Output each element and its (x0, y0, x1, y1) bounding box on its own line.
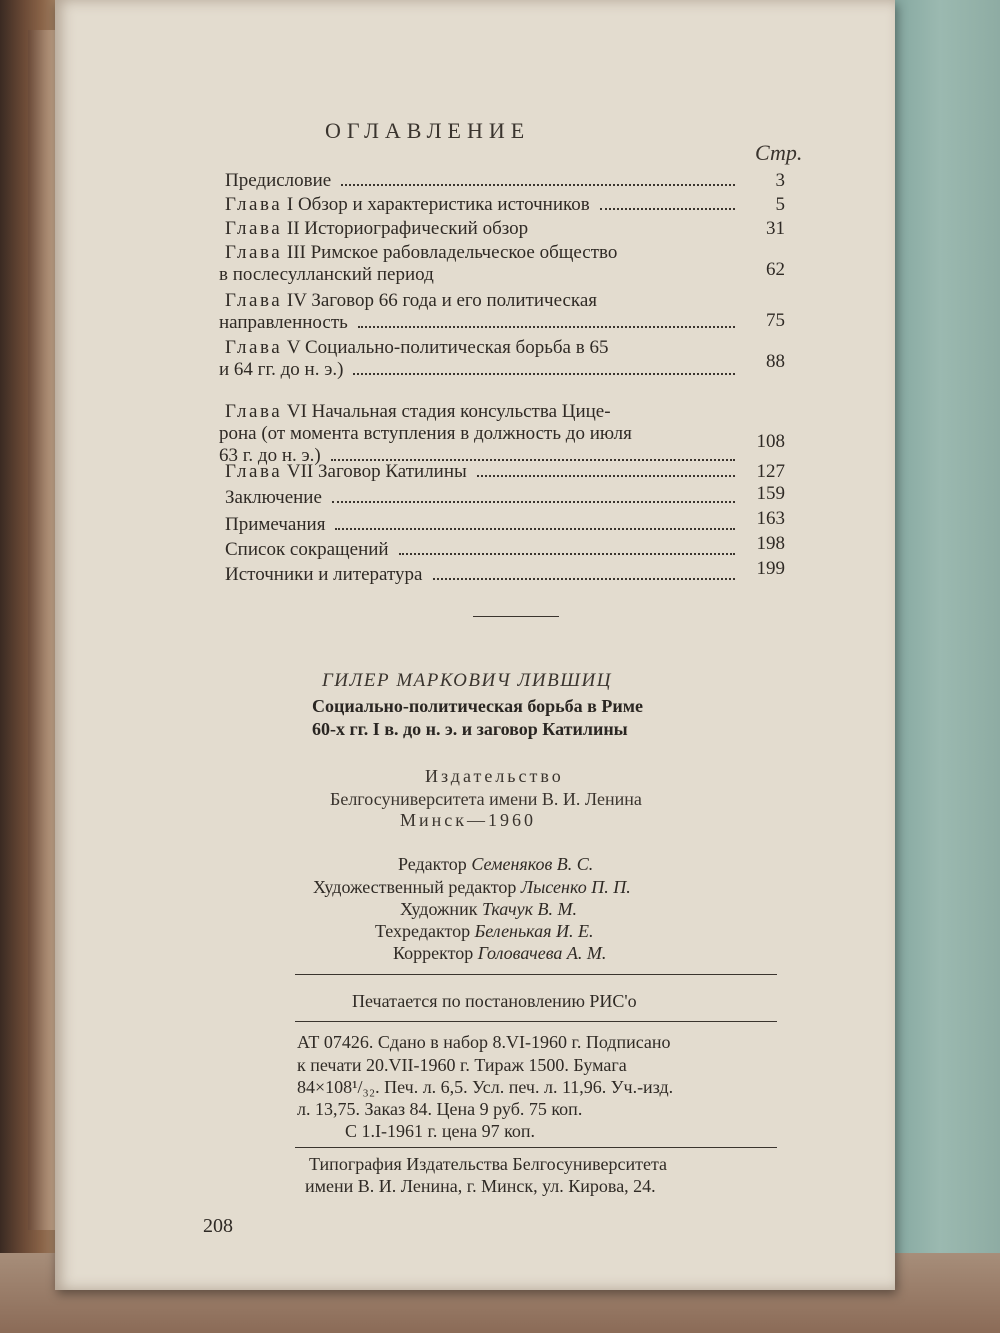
toc-entry (225, 483, 785, 509)
imprint-line: 84×108¹/₃₂. Печ. л. 6,5. Усл. печ. л. 11,96. Уч.-изд. (297, 1077, 674, 1097)
toc-entry-continuation: в послесулланский период (219, 264, 434, 285)
toc-entry-continuation: 63 г. до н. э.) (219, 445, 321, 466)
credit-line: Техредактор Беленькая И. Е. (375, 921, 594, 941)
toc-entry-prefix: Глава (225, 194, 283, 215)
background-surface (880, 0, 1000, 1333)
separator-rule (295, 1021, 777, 1022)
toc-entry (225, 533, 785, 561)
toc-entry-title: Список сокращений (225, 539, 389, 560)
print-note: Печатается по постановлению РИС'о (352, 991, 637, 1011)
toc-entry-page: 159 (756, 483, 785, 504)
credit-line: Редактор Семеняков В. С. (398, 854, 594, 874)
toc-entry-page: 31 (766, 218, 785, 239)
separator-rule (295, 1147, 777, 1148)
imprint-line: АТ 07426. Сдано в набор 8.VI-1960 г. Подписано (297, 1032, 671, 1052)
toc-heading: ОГЛАВЛЕНИЕ (325, 118, 531, 143)
author-name: ГИЛЕР МАРКОВИЧ ЛИВШИЦ (322, 670, 612, 691)
toc-entry-page: 163 (756, 508, 785, 529)
toc-entry-title: II Историографический обзор (286, 218, 529, 239)
book-title-line: Социально-политическая борьба в Риме (312, 696, 644, 716)
toc-entry-title: III Римское рабовладельческое общество (286, 242, 618, 263)
printer-line: имени В. И. Ленина, г. Минск, ул. Кирова, 24. (305, 1176, 656, 1196)
toc-entry-page: 127 (756, 461, 785, 482)
publisher-city-year: Минск—1960 (400, 810, 537, 830)
toc-entry-title: I Обзор и характеристика источников (286, 194, 590, 215)
toc-entry (225, 558, 785, 586)
toc-entry-page: 108 (756, 431, 785, 452)
toc-entry-title: IV Заговор 66 года и его политическая (286, 290, 598, 311)
toc-entry (219, 242, 785, 286)
toc-entry (219, 401, 785, 467)
toc-entry (219, 290, 785, 334)
toc-entry-title: Заключение (225, 487, 322, 508)
toc-entry-prefix: Глава (225, 242, 283, 263)
toc-entry (225, 461, 785, 483)
separator-rule (295, 974, 777, 975)
toc-entry-prefix: Глава (225, 290, 283, 311)
printer-line: Типография Издательства Белгосуниверситета (309, 1154, 668, 1174)
toc-entry-page: 88 (766, 351, 785, 372)
separator-rule (473, 616, 559, 617)
publisher-name: Белгосуниверситета имени В. И. Ленина (330, 789, 642, 809)
toc-entry-page: 5 (775, 194, 785, 215)
toc-entry-prefix: Глава (225, 401, 283, 422)
toc-entry-title: Примечания (225, 514, 326, 535)
toc-entry (225, 170, 785, 192)
toc-entry-prefix: Глава (225, 461, 283, 482)
imprint-line: С 1.I-1961 г. цена 97 коп. (345, 1121, 536, 1141)
toc-entry-continuation: рона (от момента вступления в должность до июля (219, 423, 632, 444)
toc-entry (225, 218, 785, 240)
toc-entry-title: V Социально-политическая борьба в 65 (286, 337, 609, 358)
credit-line: Художественный редактор Лысенко П. П. (313, 877, 631, 897)
toc-entry-continuation: и 64 гг. до н. э.) (219, 359, 344, 380)
toc-entry-prefix: Глава (225, 218, 283, 239)
toc-entry-title: VI Начальная стадия консульства Цице- (286, 401, 611, 422)
imprint-line: л. 13,75. Заказ 84. Цена 9 руб. 75 коп. (297, 1099, 583, 1119)
toc-entry-continuation: направленность (219, 312, 348, 333)
toc-entry-page: 75 (766, 310, 785, 331)
toc-entry (219, 337, 785, 381)
toc-entry (225, 194, 785, 216)
toc-entry-title: VII Заговор Катилины (286, 461, 467, 482)
page-number: 208 (203, 1215, 233, 1237)
toc-entry-title: Источники и литература (225, 564, 423, 585)
publisher-label: Издательство (425, 766, 564, 786)
toc-entry-page: 198 (756, 533, 785, 554)
credit-line: Художник Ткачук В. М. (400, 899, 578, 919)
page-column-header: Стр. (755, 140, 803, 165)
toc-entry (225, 508, 785, 536)
toc-entry-prefix: Глава (225, 337, 283, 358)
toc-entry-page: 3 (775, 170, 785, 191)
toc-entry-page: 199 (756, 558, 785, 579)
book-title-line: 60-х гг. I в. до н. э. и заговор Катилины (312, 719, 628, 739)
credit-line: Корректор Головачева А. М. (393, 943, 607, 963)
toc-entry-page: 62 (766, 259, 785, 280)
toc-entry-title: Предисловие (225, 170, 332, 191)
imprint-line: к печати 20.VII-1960 г. Тираж 1500. Бумага (297, 1055, 627, 1075)
book-page (55, 0, 895, 1290)
